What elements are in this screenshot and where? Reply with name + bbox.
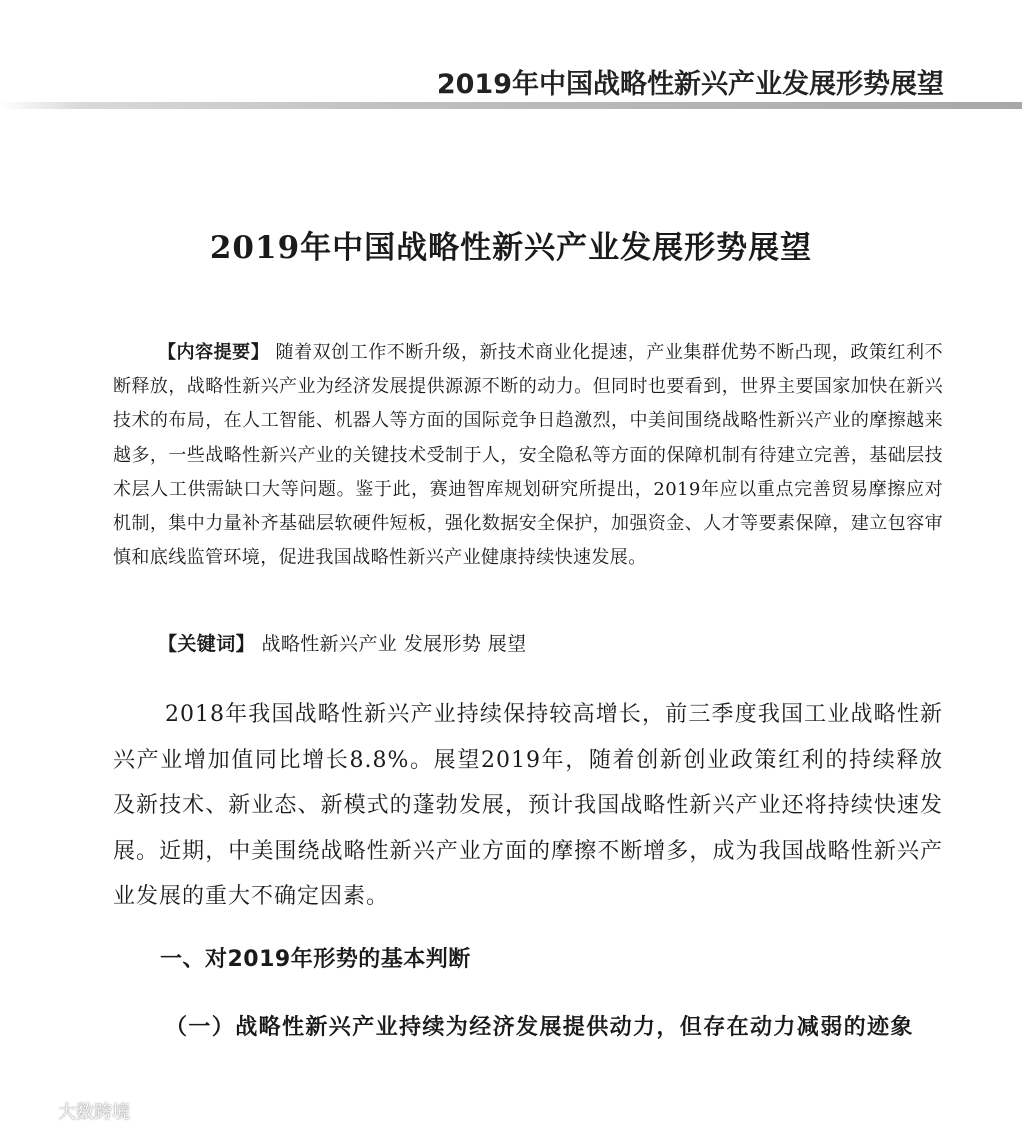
keywords-label: 【关键词】 [158,633,256,655]
subsection-heading: （一）战略性新兴产业持续为经济发展提供动力，但存在动力减弱的迹象 [165,1014,914,1040]
keywords-text: 战略性新兴产业 发展形势 展望 [255,633,527,655]
intro-paragraph: 2018年我国战略性新兴产业持续保持较高增长，前三季度我国工业战略性新兴产业增加值同比增长8.8%。展望2019年，随着创新创业政策红利的持续释放及新技术、新业态、新模式的蓬勃发展，预计我国战略性新兴产业还将持续快速发展。近期，中美围绕战略性新兴产业方面的摩擦不断增多，成为我国战略性新兴产业发展的重大不确定因素。 [113,702,943,909]
keywords-line [158,628,948,660]
watermark-text: 大数跨境 [58,1102,130,1123]
abstract-text: 随着双创工作不断升级，新技术商业化提速，产业集群优势不断凸现，政策红利不断释放，战略性新兴产业为经济发展提供源源不断的动力。但同时也要看到，世界主要国家加快在新兴技术的布局，在人工智能、机器人等方面的国际竞争日趋激烈，中美间围绕战略性新兴产业的摩擦越来越多，一些战略性新兴产业的关键技术受制于人，安全隐私等方面的保障机制有待建立完善，基础层技术层人工供需缺口大等问题。鉴于此，赛迪智库规划研究所提出，2019年应以重点完善贸易摩擦应对机制，集中力量补齐基础层软硬件短板，强化数据安全保护，加强资金、人才等要素保障，建立包容审慎和底线监管环境，促进我国战略性新兴产业健康持续快速发展。 [113,342,943,569]
document-title: 2019年中国战略性新兴产业发展形势展望 [209,230,813,266]
section-heading: 一、对2019年形势的基本判断 [160,947,471,972]
header-divider [0,102,1022,109]
abstract-paragraph [113,336,943,575]
weibo-logo-icon [8,1100,54,1122]
running-header-title: 2019年中国战略性新兴产业发展形势展望 [436,69,944,100]
abstract-label: 【内容提要】 [158,342,270,363]
watermark [8,1098,130,1124]
